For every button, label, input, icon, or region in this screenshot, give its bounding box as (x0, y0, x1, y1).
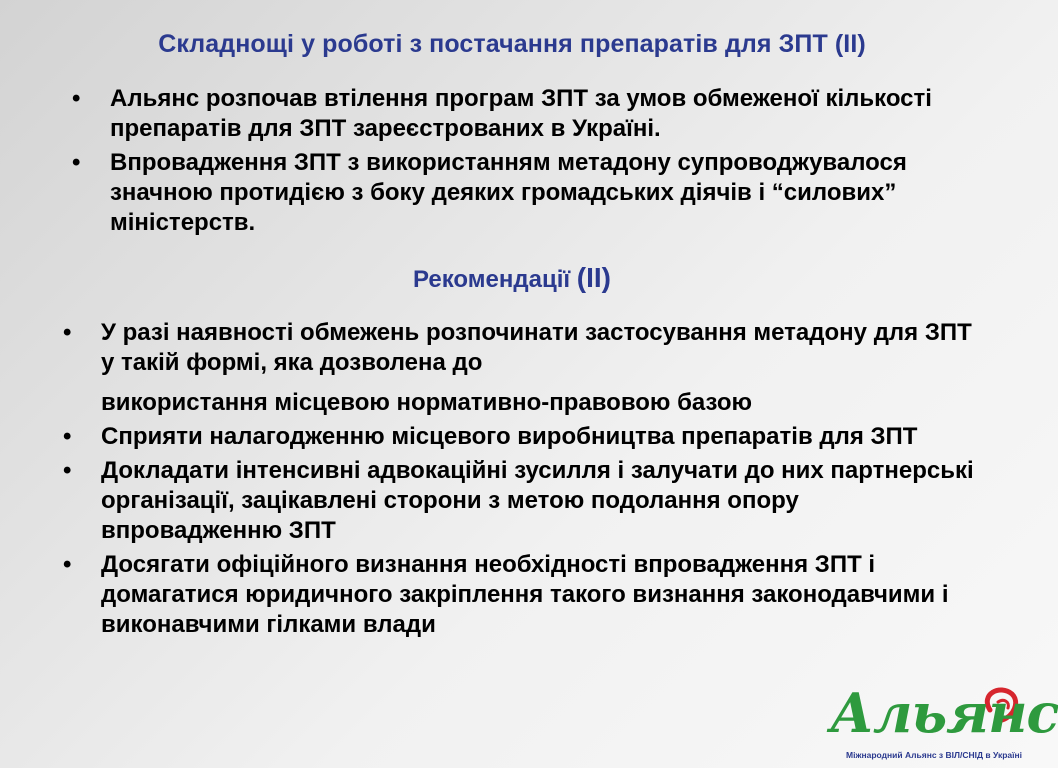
logo-wordmark: Альянс (830, 681, 1058, 745)
bullet-icon: • (63, 423, 72, 450)
recommendations-heading (0, 262, 1024, 294)
logo-caption: Міжнародний Альянс з ВІЛ/СНІД в Україні (846, 750, 1022, 760)
list-item-text: Впровадження ЗПТ з використанням метадону супроводжувалося значною протидією з боку деяких громадських діячів і “силових” міністерств. (110, 149, 907, 236)
recommendations-heading-numeral: (ІІ) (576, 262, 612, 293)
challenges-list (72, 84, 990, 242)
bullet-icon: • (72, 85, 81, 112)
list-item (72, 84, 990, 144)
recommendations-heading-word: Рекомендації (412, 266, 577, 293)
recommendations-list (63, 318, 981, 644)
list-item-continuation: використання місцевою нормативно-правовою базою (101, 389, 753, 416)
bullet-icon: • (63, 319, 72, 346)
bullet-icon: • (72, 149, 81, 176)
list-item-text: У разі наявності обмежень розпочинати застосування метадону для ЗПТ у такій формі, яка дозволена до (101, 319, 972, 376)
list-item-text: Докладати інтенсивні адвокаційні зусилля і залучати до них партнерські організації, зацікавлені сторони з метою подолання опору впровадженню ЗПТ (101, 457, 974, 544)
list-item (63, 456, 981, 546)
slide-title: Складнощі у роботі з постачання препаратів для ЗПТ (ІІ) (158, 30, 866, 58)
bullet-icon: • (63, 551, 72, 578)
list-item-text: Сприяти налагодженню місцевого виробництва препаратів для ЗПТ (101, 423, 918, 450)
list-item (63, 550, 981, 640)
bullet-icon: • (63, 457, 72, 484)
list-item (63, 422, 981, 452)
list-item-text: Досягати офіційного визнання необхідності впровадження ЗПТ і домагатися юридичного закріплення такого визнання законодавчими і виконавчими гілками влади (101, 551, 949, 638)
list-item (63, 318, 981, 418)
list-item-text: Альянс розпочав втілення програм ЗПТ за умов обмеженої кількості препаратів для ЗПТ зареєстрованих в Україні. (110, 85, 932, 142)
alliance-logo (822, 680, 1058, 768)
list-item (72, 148, 990, 238)
